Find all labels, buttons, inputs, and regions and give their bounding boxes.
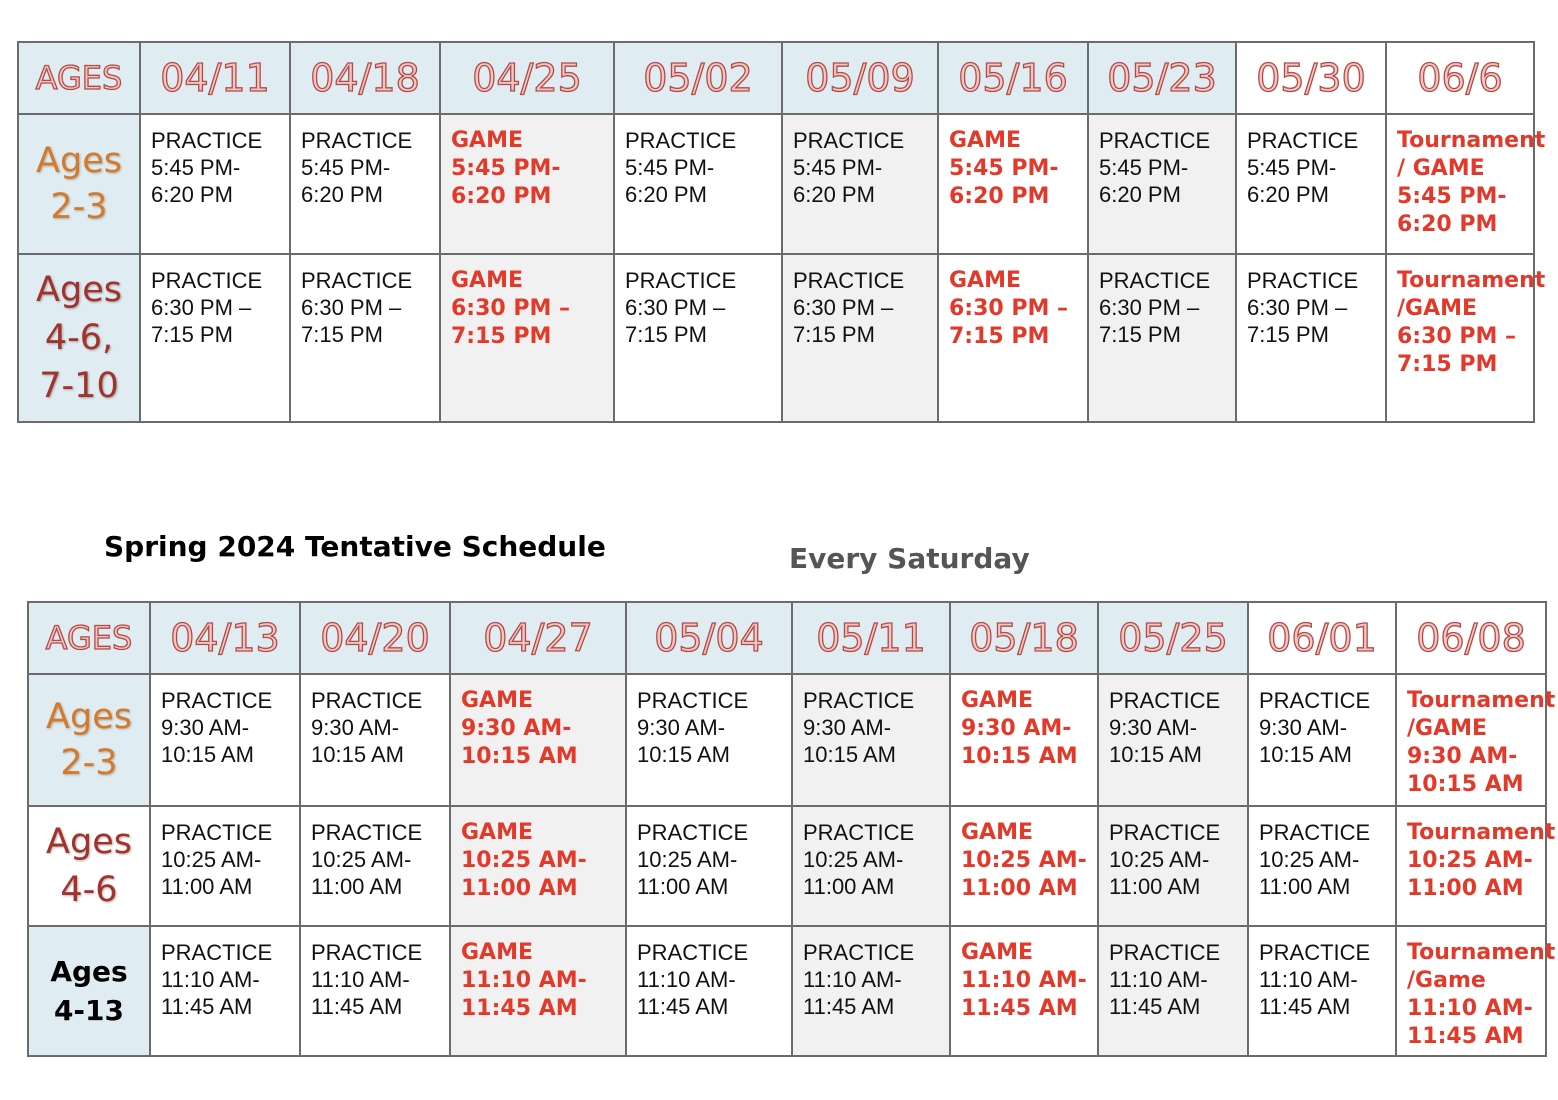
- cell-text-line: PRACTICE: [793, 128, 905, 153]
- cell-text-line: 11:00 AM: [961, 876, 1078, 901]
- cell-text-line: PRACTICE: [151, 128, 263, 153]
- cell-text-line: PRACTICE: [637, 820, 749, 845]
- cell-text-line: 11:10 AM-: [311, 967, 410, 992]
- schedule-cell: [1248, 926, 1396, 1056]
- cell-text-line: PRACTICE: [161, 688, 273, 713]
- cell-text-line: 5:45 PM-: [793, 155, 883, 180]
- cell-text-line: 11:00 AM: [803, 874, 895, 899]
- cell-text-line: PRACTICE: [803, 688, 915, 713]
- cell-text-line: 11:45 AM: [637, 994, 729, 1019]
- cell-text-line: 6:20 PM: [1099, 182, 1181, 207]
- age-group-label: Ages 2-3: [18, 114, 140, 254]
- cell-text-line: 9:30 AM-: [1109, 715, 1198, 740]
- weekday-schedule-table: [17, 41, 1546, 423]
- cell-text-line: 6:30 PM –: [949, 296, 1069, 321]
- cell-text-line: 11:45 AM: [1259, 994, 1351, 1019]
- cell-text-line: PRACTICE: [311, 820, 423, 845]
- cell-text-line: 11:00 AM: [461, 876, 578, 901]
- game-cell: [938, 114, 1088, 254]
- cell-text-line: 11:10 AM-: [637, 967, 736, 992]
- schedule-cell: [290, 114, 440, 254]
- schedule-cell: [150, 674, 300, 806]
- cell-text-line: 11:00 AM: [161, 874, 253, 899]
- date-header: 04/27: [450, 602, 626, 674]
- tournament-cell: [1396, 926, 1556, 1056]
- cell-text-line: PRACTICE: [1099, 268, 1211, 293]
- cell-text-line: PRACTICE: [625, 128, 737, 153]
- schedule-cell: [150, 806, 300, 926]
- date-header: 05/09: [782, 42, 938, 114]
- cell-text-line: 9:30 AM-: [961, 716, 1072, 741]
- cell-text-line: PRACTICE: [1247, 128, 1359, 153]
- cell-text-line: 7:15 PM: [625, 322, 707, 347]
- cell-text-line: PRACTICE: [1109, 940, 1221, 965]
- cell-text-line: PRACTICE: [803, 820, 915, 845]
- cell-text-line: 7:15 PM: [949, 324, 1050, 349]
- schedule-cell: [1088, 114, 1236, 254]
- cell-text-line: 9:30 AM-: [461, 716, 572, 741]
- cell-text-line: 6:20 PM: [625, 182, 707, 207]
- ages-header: AGES: [45, 619, 133, 657]
- cell-text-line: PRACTICE: [1259, 688, 1371, 713]
- cell-text-line: PRACTICE: [1109, 820, 1221, 845]
- cell-text-line: 6:30 PM –: [451, 296, 571, 321]
- header-row: [28, 602, 1546, 674]
- schedule-row: [28, 806, 1546, 926]
- cell-text-line: 11:10 AM-: [803, 967, 902, 992]
- schedule-cell: [626, 674, 792, 806]
- cell-text-line: 11:45 AM: [311, 994, 403, 1019]
- schedule-cell: [792, 674, 950, 806]
- cell-text-line: 11:10 AM-: [1109, 967, 1208, 992]
- date-header: 04/11: [140, 42, 290, 114]
- schedule-subtitle: Every Saturday: [789, 542, 1030, 575]
- cell-text-line: 10:25 AM-: [161, 847, 262, 872]
- cell-text-line: 6:30 PM –: [625, 295, 726, 320]
- cell-text-line: 11:10 AM-: [161, 967, 260, 992]
- saturday-schedule-table: [27, 601, 1556, 1057]
- cell-text-line: 6:20 PM: [451, 184, 552, 209]
- age-group-label: Ages 4-13: [28, 926, 150, 1056]
- date-header: 04/25: [440, 42, 614, 114]
- cell-text-line: PRACTICE: [1099, 128, 1211, 153]
- cell-text-line: 6:30 PM –: [151, 295, 252, 320]
- schedule-cell: [1248, 806, 1396, 926]
- cell-text-line: GAME: [949, 268, 1022, 293]
- cell-text-line: PRACTICE: [793, 268, 905, 293]
- cell-text-line: 5:45 PM-: [625, 155, 715, 180]
- tournament-cell: [1386, 254, 1546, 422]
- cell-text-line: PRACTICE: [1259, 940, 1371, 965]
- date-header: 04/20: [300, 602, 450, 674]
- cell-text-line: PRACTICE: [637, 688, 749, 713]
- date-header: 04/18: [290, 42, 440, 114]
- cell-text-line: 10:25 AM-: [1407, 848, 1533, 873]
- cell-text-line: PRACTICE: [301, 268, 413, 293]
- schedule-cell: [782, 254, 938, 422]
- cell-text-line: 6:20 PM: [1247, 182, 1329, 207]
- cell-text-line: 9:30 AM-: [637, 715, 726, 740]
- ages-header-cell: [28, 602, 150, 674]
- date-header: 05/18: [950, 602, 1098, 674]
- cell-text-line: 10:15 AM: [461, 744, 578, 769]
- cell-text-line: 6:30 PM –: [1099, 295, 1200, 320]
- cell-text-line: 11:00 AM: [1259, 874, 1351, 899]
- cell-text-line: 11:45 AM: [461, 996, 578, 1021]
- cell-text-line: 5:45 PM-: [949, 156, 1059, 181]
- cell-text-line: 6:20 PM: [1397, 212, 1498, 237]
- cell-text-line: GAME: [961, 940, 1034, 965]
- cell-text-line: 6:20 PM: [793, 182, 875, 207]
- cell-text-line: PRACTICE: [311, 688, 423, 713]
- cell-text-line: 7:15 PM: [1247, 322, 1329, 347]
- cell-text-line: 11:00 AM: [311, 874, 403, 899]
- schedule-cell: [1098, 674, 1248, 806]
- date-header: 05/30: [1236, 42, 1386, 114]
- cell-text-line: 7:15 PM: [1397, 352, 1498, 377]
- cell-text-line: Tournament: [1407, 820, 1556, 845]
- date-header: 05/02: [614, 42, 782, 114]
- ages-header: AGES: [35, 59, 123, 97]
- cell-text-line: 5:45 PM-: [1247, 155, 1337, 180]
- cell-text-line: 11:00 AM: [637, 874, 729, 899]
- game-cell: [450, 926, 626, 1056]
- cell-text-line: 11:00 AM: [1109, 874, 1201, 899]
- age-group-label: Ages 2-3: [28, 674, 150, 806]
- cell-text-line: PRACTICE: [803, 940, 915, 965]
- schedule-cell: [782, 114, 938, 254]
- cell-text-line: 7:15 PM: [301, 322, 383, 347]
- cell-text-line: 5:45 PM-: [151, 155, 241, 180]
- cell-text-line: 11:45 AM: [803, 994, 895, 1019]
- schedule-cell: [1098, 806, 1248, 926]
- cell-text-line: /Game: [1407, 968, 1486, 993]
- cell-text-line: 10:25 AM-: [311, 847, 412, 872]
- cell-text-line: 10:25 AM-: [637, 847, 738, 872]
- cell-text-line: 6:20 PM: [151, 182, 233, 207]
- cell-text-line: GAME: [461, 688, 534, 713]
- game-cell: [950, 674, 1098, 806]
- cell-text-line: 6:30 PM –: [1247, 295, 1348, 320]
- schedule-title: Spring 2024 Tentative Schedule: [104, 530, 606, 563]
- date-header: 05/16: [938, 42, 1088, 114]
- cell-text-line: GAME: [451, 128, 524, 153]
- cell-text-line: 5:45 PM-: [451, 156, 561, 181]
- cell-text-line: 5:45 PM-: [1099, 155, 1189, 180]
- cell-text-line: 6:30 PM –: [1397, 324, 1517, 349]
- tournament-cell: [1396, 806, 1556, 926]
- schedule-cell: [792, 806, 950, 926]
- cell-text-line: 5:45 PM-: [1397, 184, 1507, 209]
- cell-text-line: 11:10 AM-: [961, 968, 1087, 993]
- cell-text-line: GAME: [451, 268, 524, 293]
- cell-text-line: /GAME: [1407, 716, 1488, 741]
- ages-header-cell: [18, 42, 140, 114]
- cell-text-line: PRACTICE: [1109, 688, 1221, 713]
- schedule-cell: [150, 926, 300, 1056]
- cell-text-line: 10:25 AM-: [1259, 847, 1360, 872]
- schedule-cell: [614, 114, 782, 254]
- cell-text-line: PRACTICE: [1259, 820, 1371, 845]
- schedule-cell: [1236, 254, 1386, 422]
- schedule-row: [28, 674, 1546, 806]
- cell-text-line: 9:30 AM-: [161, 715, 250, 740]
- cell-text-line: Tournament: [1397, 128, 1546, 153]
- cell-text-line: 10:15 AM: [637, 742, 730, 767]
- cell-text-line: 6:20 PM: [301, 182, 383, 207]
- cell-text-line: PRACTICE: [161, 940, 273, 965]
- cell-text-line: 10:15 AM: [803, 742, 896, 767]
- cell-text-line: 11:45 AM: [1109, 994, 1201, 1019]
- schedule-cell: [140, 254, 290, 422]
- date-header: 06/6: [1386, 42, 1534, 114]
- cell-text-line: 9:30 AM-: [1407, 744, 1518, 769]
- cell-text-line: GAME: [961, 688, 1034, 713]
- schedule-cell: [1236, 114, 1386, 254]
- cell-text-line: /GAME: [1397, 296, 1478, 321]
- cell-text-line: 10:25 AM-: [961, 848, 1087, 873]
- cell-text-line: PRACTICE: [625, 268, 737, 293]
- cell-text-line: 9:30 AM-: [1259, 715, 1348, 740]
- cell-text-line: 10:15 AM: [311, 742, 404, 767]
- game-cell: [440, 114, 614, 254]
- age-group-label: Ages 4-6, 7-10: [18, 254, 140, 422]
- cell-text-line: GAME: [461, 940, 534, 965]
- cell-text-line: 7:15 PM: [451, 324, 552, 349]
- cell-text-line: 11:45 AM: [961, 996, 1078, 1021]
- schedule-cell: [300, 806, 450, 926]
- cell-text-line: PRACTICE: [301, 128, 413, 153]
- cell-text-line: 10:25 AM-: [1109, 847, 1210, 872]
- tournament-cell: [1396, 674, 1556, 806]
- date-header: 06/08: [1396, 602, 1546, 674]
- schedule-row: [18, 254, 1534, 422]
- cell-text-line: 11:10 AM-: [461, 968, 587, 993]
- header-row: [18, 42, 1534, 114]
- cell-text-line: 11:45 AM: [1407, 1024, 1524, 1049]
- cell-text-line: Tournament: [1397, 268, 1546, 293]
- schedule-cell: [140, 114, 290, 254]
- cell-text-line: 10:15 AM: [961, 744, 1078, 769]
- cell-text-line: GAME: [961, 820, 1034, 845]
- schedule-cell: [300, 674, 450, 806]
- date-header: 06/01: [1248, 602, 1396, 674]
- cell-text-line: PRACTICE: [151, 268, 263, 293]
- cell-text-line: Tournament: [1407, 688, 1556, 713]
- schedule-cell: [290, 254, 440, 422]
- cell-text-line: 6:30 PM –: [793, 295, 894, 320]
- cell-text-line: 10:15 AM: [161, 742, 254, 767]
- cell-text-line: 7:15 PM: [1099, 322, 1181, 347]
- game-cell: [950, 806, 1098, 926]
- schedule-cell: [1088, 254, 1236, 422]
- cell-text-line: 10:25 AM-: [461, 848, 587, 873]
- cell-text-line: / GAME: [1397, 156, 1485, 181]
- cell-text-line: 9:30 AM-: [803, 715, 892, 740]
- cell-text-line: 10:15 AM: [1259, 742, 1352, 767]
- date-header: 05/04: [626, 602, 792, 674]
- cell-text-line: 11:10 AM-: [1407, 996, 1533, 1021]
- cell-text-line: 11:45 AM: [161, 994, 253, 1019]
- cell-text-line: GAME: [949, 128, 1022, 153]
- schedule-cell: [1248, 674, 1396, 806]
- date-header: 05/11: [792, 602, 950, 674]
- cell-text-line: PRACTICE: [311, 940, 423, 965]
- cell-text-line: Tournament: [1407, 940, 1556, 965]
- schedule-cell: [626, 926, 792, 1056]
- schedule-row: [28, 926, 1546, 1056]
- cell-text-line: 11:10 AM-: [1259, 967, 1358, 992]
- date-header: 05/23: [1088, 42, 1236, 114]
- schedule-cell: [792, 926, 950, 1056]
- date-header: 05/25: [1098, 602, 1248, 674]
- game-cell: [450, 674, 626, 806]
- cell-text-line: 6:20 PM: [949, 184, 1050, 209]
- cell-text-line: 9:30 AM-: [311, 715, 400, 740]
- cell-text-line: PRACTICE: [1247, 268, 1359, 293]
- cell-text-line: 7:15 PM: [151, 322, 233, 347]
- cell-text-line: 10:15 AM: [1109, 742, 1202, 767]
- game-cell: [938, 254, 1088, 422]
- schedule-cell: [1098, 926, 1248, 1056]
- schedule-cell: [626, 806, 792, 926]
- cell-text-line: 6:30 PM –: [301, 295, 402, 320]
- cell-text-line: 10:25 AM-: [803, 847, 904, 872]
- date-header: 04/13: [150, 602, 300, 674]
- cell-text-line: PRACTICE: [637, 940, 749, 965]
- cell-text-line: 10:15 AM: [1407, 772, 1524, 797]
- schedule-cell: [614, 254, 782, 422]
- cell-text-line: 5:45 PM-: [301, 155, 391, 180]
- cell-text-line: GAME: [461, 820, 534, 845]
- cell-text-line: 11:00 AM: [1407, 876, 1524, 901]
- cell-text-line: PRACTICE: [161, 820, 273, 845]
- game-cell: [950, 926, 1098, 1056]
- age-group-label: Ages 4-6: [28, 806, 150, 926]
- schedule-row: [18, 114, 1534, 254]
- cell-text-line: 7:15 PM: [793, 322, 875, 347]
- game-cell: [440, 254, 614, 422]
- tournament-cell: [1386, 114, 1546, 254]
- game-cell: [450, 806, 626, 926]
- schedule-cell: [300, 926, 450, 1056]
